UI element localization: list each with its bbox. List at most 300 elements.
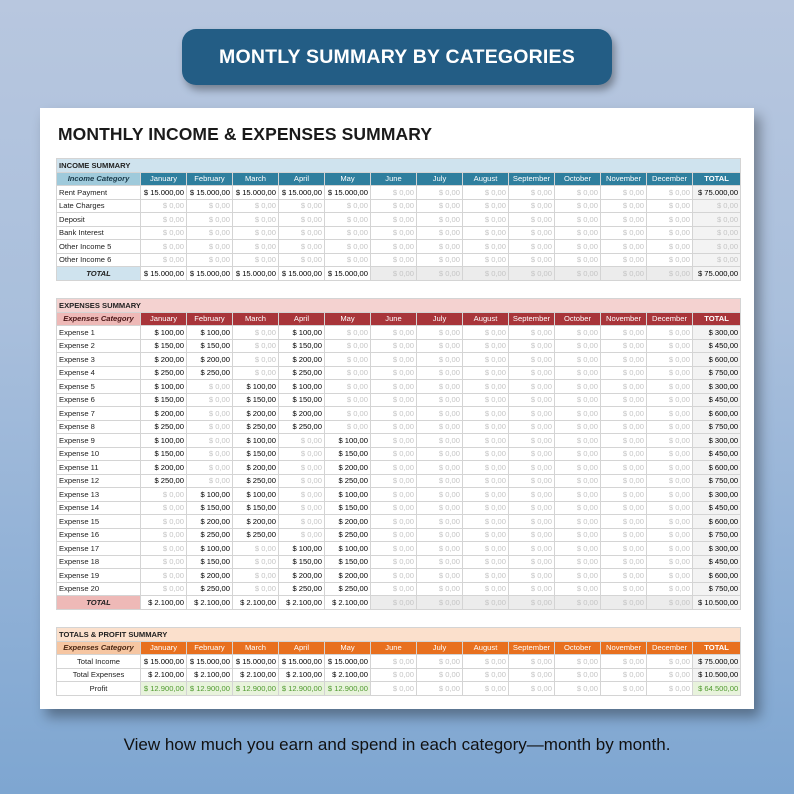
value-cell[interactable]: $ 0,00 bbox=[463, 407, 509, 421]
value-cell[interactable]: $ 100,00 bbox=[233, 488, 279, 502]
value-cell[interactable]: $ 150,00 bbox=[325, 501, 371, 515]
value-cell[interactable]: $ 0,00 bbox=[601, 199, 647, 213]
value-cell[interactable]: $ 0,00 bbox=[463, 569, 509, 583]
value-cell[interactable]: $ 100,00 bbox=[279, 542, 325, 556]
value-cell[interactable]: $ 0,00 bbox=[601, 501, 647, 515]
value-cell[interactable]: $ 0,00 bbox=[647, 582, 693, 596]
value-cell[interactable]: $ 0,00 bbox=[555, 326, 601, 340]
value-cell[interactable]: $ 0,00 bbox=[647, 240, 693, 254]
value-cell[interactable]: $ 250,00 bbox=[325, 528, 371, 542]
value-cell[interactable]: $ 0,00 bbox=[509, 339, 555, 353]
value-cell[interactable]: $ 0,00 bbox=[647, 515, 693, 529]
value-cell[interactable]: $ 0,00 bbox=[647, 461, 693, 475]
value-cell[interactable]: $ 0,00 bbox=[601, 461, 647, 475]
value-cell[interactable]: $ 250,00 bbox=[141, 366, 187, 380]
value-cell[interactable]: $ 100,00 bbox=[279, 326, 325, 340]
value-cell[interactable]: $ 0,00 bbox=[279, 461, 325, 475]
value-cell[interactable]: $ 0,00 bbox=[509, 501, 555, 515]
value-cell[interactable]: $ 0,00 bbox=[371, 240, 417, 254]
value-cell[interactable]: $ 0,00 bbox=[509, 434, 555, 448]
value-cell[interactable]: $ 0,00 bbox=[509, 199, 555, 213]
value-cell[interactable]: $ 0,00 bbox=[601, 407, 647, 421]
value-cell[interactable]: $ 0,00 bbox=[509, 407, 555, 421]
value-cell[interactable]: $ 0,00 bbox=[141, 569, 187, 583]
value-cell[interactable]: $ 0,00 bbox=[509, 226, 555, 240]
value-cell[interactable]: $ 0,00 bbox=[463, 326, 509, 340]
value-cell[interactable]: $ 150,00 bbox=[233, 501, 279, 515]
value-cell[interactable]: $ 0,00 bbox=[371, 434, 417, 448]
value-cell[interactable]: $ 100,00 bbox=[187, 488, 233, 502]
value-cell[interactable]: $ 0,00 bbox=[555, 339, 601, 353]
value-cell[interactable]: $ 0,00 bbox=[371, 199, 417, 213]
value-cell[interactable]: $ 100,00 bbox=[141, 434, 187, 448]
value-cell[interactable]: $ 0,00 bbox=[463, 366, 509, 380]
value-cell[interactable]: $ 0,00 bbox=[141, 253, 187, 267]
value-cell[interactable]: $ 0,00 bbox=[509, 213, 555, 227]
value-cell[interactable]: $ 100,00 bbox=[325, 434, 371, 448]
value-cell[interactable]: $ 150,00 bbox=[233, 447, 279, 461]
value-cell[interactable]: $ 0,00 bbox=[555, 366, 601, 380]
value-cell[interactable]: $ 0,00 bbox=[647, 407, 693, 421]
value-cell[interactable]: $ 0,00 bbox=[647, 213, 693, 227]
value-cell[interactable]: $ 200,00 bbox=[279, 353, 325, 367]
value-cell[interactable]: $ 0,00 bbox=[509, 353, 555, 367]
value-cell[interactable]: $ 0,00 bbox=[509, 253, 555, 267]
value-cell[interactable]: $ 0,00 bbox=[509, 447, 555, 461]
value-cell[interactable]: $ 0,00 bbox=[279, 213, 325, 227]
value-cell[interactable]: $ 0,00 bbox=[187, 474, 233, 488]
value-cell[interactable]: $ 0,00 bbox=[601, 447, 647, 461]
value-cell[interactable]: $ 0,00 bbox=[187, 461, 233, 475]
value-cell[interactable]: $ 0,00 bbox=[555, 226, 601, 240]
value-cell[interactable]: $ 0,00 bbox=[417, 226, 463, 240]
value-cell[interactable]: $ 15.000,00 bbox=[233, 186, 279, 200]
value-cell[interactable]: $ 0,00 bbox=[325, 213, 371, 227]
value-cell[interactable]: $ 0,00 bbox=[601, 474, 647, 488]
value-cell[interactable]: $ 0,00 bbox=[233, 555, 279, 569]
value-cell[interactable]: $ 0,00 bbox=[509, 555, 555, 569]
value-cell[interactable]: $ 0,00 bbox=[279, 199, 325, 213]
value-cell[interactable]: $ 0,00 bbox=[371, 461, 417, 475]
value-cell[interactable]: $ 250,00 bbox=[325, 582, 371, 596]
value-cell[interactable]: $ 150,00 bbox=[141, 447, 187, 461]
value-cell[interactable]: $ 0,00 bbox=[463, 501, 509, 515]
value-cell[interactable]: $ 0,00 bbox=[325, 366, 371, 380]
value-cell[interactable]: $ 0,00 bbox=[187, 447, 233, 461]
value-cell[interactable]: $ 0,00 bbox=[463, 488, 509, 502]
value-cell[interactable]: $ 0,00 bbox=[417, 339, 463, 353]
value-cell[interactable]: $ 0,00 bbox=[279, 488, 325, 502]
value-cell[interactable]: $ 0,00 bbox=[417, 434, 463, 448]
value-cell[interactable]: $ 0,00 bbox=[555, 542, 601, 556]
value-cell[interactable]: $ 15.000,00 bbox=[141, 186, 187, 200]
value-cell[interactable]: $ 0,00 bbox=[555, 240, 601, 254]
value-cell[interactable]: $ 0,00 bbox=[417, 542, 463, 556]
value-cell[interactable]: $ 0,00 bbox=[141, 226, 187, 240]
value-cell[interactable]: $ 0,00 bbox=[647, 420, 693, 434]
value-cell[interactable]: $ 0,00 bbox=[647, 555, 693, 569]
value-cell[interactable]: $ 150,00 bbox=[279, 555, 325, 569]
value-cell[interactable]: $ 0,00 bbox=[647, 542, 693, 556]
value-cell[interactable]: $ 0,00 bbox=[463, 393, 509, 407]
value-cell[interactable]: $ 0,00 bbox=[417, 474, 463, 488]
value-cell[interactable]: $ 0,00 bbox=[371, 569, 417, 583]
value-cell[interactable]: $ 150,00 bbox=[233, 393, 279, 407]
value-cell[interactable]: $ 200,00 bbox=[233, 461, 279, 475]
value-cell[interactable]: $ 0,00 bbox=[647, 434, 693, 448]
value-cell[interactable]: $ 0,00 bbox=[555, 474, 601, 488]
value-cell[interactable]: $ 0,00 bbox=[279, 253, 325, 267]
value-cell[interactable]: $ 0,00 bbox=[371, 407, 417, 421]
value-cell[interactable]: $ 0,00 bbox=[509, 582, 555, 596]
value-cell[interactable]: $ 0,00 bbox=[647, 326, 693, 340]
value-cell[interactable]: $ 0,00 bbox=[371, 555, 417, 569]
value-cell[interactable]: $ 0,00 bbox=[555, 528, 601, 542]
value-cell[interactable]: $ 0,00 bbox=[371, 488, 417, 502]
value-cell[interactable]: $ 0,00 bbox=[417, 569, 463, 583]
value-cell[interactable]: $ 0,00 bbox=[555, 253, 601, 267]
value-cell[interactable]: $ 0,00 bbox=[371, 582, 417, 596]
value-cell[interactable]: $ 0,00 bbox=[509, 474, 555, 488]
value-cell[interactable]: $ 250,00 bbox=[279, 366, 325, 380]
value-cell[interactable]: $ 200,00 bbox=[279, 569, 325, 583]
value-cell[interactable]: $ 0,00 bbox=[463, 582, 509, 596]
value-cell[interactable]: $ 0,00 bbox=[187, 240, 233, 254]
value-cell[interactable]: $ 0,00 bbox=[233, 339, 279, 353]
value-cell[interactable]: $ 15.000,00 bbox=[325, 186, 371, 200]
value-cell[interactable]: $ 0,00 bbox=[233, 569, 279, 583]
value-cell[interactable]: $ 100,00 bbox=[187, 542, 233, 556]
value-cell[interactable]: $ 0,00 bbox=[601, 515, 647, 529]
value-cell[interactable]: $ 0,00 bbox=[417, 582, 463, 596]
value-cell[interactable]: $ 100,00 bbox=[233, 380, 279, 394]
value-cell[interactable]: $ 0,00 bbox=[601, 393, 647, 407]
value-cell[interactable]: $ 0,00 bbox=[601, 488, 647, 502]
value-cell[interactable]: $ 0,00 bbox=[187, 407, 233, 421]
value-cell[interactable]: $ 150,00 bbox=[141, 393, 187, 407]
value-cell[interactable]: $ 0,00 bbox=[325, 353, 371, 367]
value-cell[interactable]: $ 0,00 bbox=[417, 555, 463, 569]
value-cell[interactable]: $ 0,00 bbox=[647, 353, 693, 367]
value-cell[interactable]: $ 100,00 bbox=[325, 542, 371, 556]
value-cell[interactable]: $ 250,00 bbox=[187, 582, 233, 596]
value-cell[interactable]: $ 0,00 bbox=[647, 528, 693, 542]
value-cell[interactable]: $ 0,00 bbox=[601, 326, 647, 340]
value-cell[interactable]: $ 200,00 bbox=[187, 515, 233, 529]
value-cell[interactable]: $ 0,00 bbox=[325, 393, 371, 407]
value-cell[interactable]: $ 250,00 bbox=[325, 474, 371, 488]
value-cell[interactable]: $ 0,00 bbox=[647, 380, 693, 394]
value-cell[interactable]: $ 100,00 bbox=[279, 380, 325, 394]
value-cell[interactable]: $ 0,00 bbox=[371, 474, 417, 488]
value-cell[interactable]: $ 0,00 bbox=[463, 528, 509, 542]
value-cell[interactable]: $ 100,00 bbox=[233, 434, 279, 448]
value-cell[interactable]: $ 0,00 bbox=[463, 461, 509, 475]
value-cell[interactable]: $ 0,00 bbox=[463, 226, 509, 240]
value-cell[interactable]: $ 150,00 bbox=[141, 339, 187, 353]
value-cell[interactable]: $ 200,00 bbox=[187, 569, 233, 583]
value-cell[interactable]: $ 15.000,00 bbox=[279, 186, 325, 200]
value-cell[interactable]: $ 250,00 bbox=[233, 528, 279, 542]
value-cell[interactable]: $ 0,00 bbox=[555, 434, 601, 448]
value-cell[interactable]: $ 0,00 bbox=[279, 528, 325, 542]
value-cell[interactable]: $ 0,00 bbox=[555, 488, 601, 502]
value-cell[interactable]: $ 0,00 bbox=[325, 407, 371, 421]
value-cell[interactable]: $ 0,00 bbox=[509, 186, 555, 200]
value-cell[interactable]: $ 0,00 bbox=[463, 199, 509, 213]
value-cell[interactable]: $ 0,00 bbox=[555, 380, 601, 394]
value-cell[interactable]: $ 0,00 bbox=[371, 447, 417, 461]
value-cell[interactable]: $ 0,00 bbox=[141, 542, 187, 556]
value-cell[interactable]: $ 0,00 bbox=[279, 474, 325, 488]
value-cell[interactable]: $ 0,00 bbox=[417, 380, 463, 394]
value-cell[interactable]: $ 250,00 bbox=[141, 474, 187, 488]
value-cell[interactable]: $ 150,00 bbox=[325, 555, 371, 569]
value-cell[interactable]: $ 0,00 bbox=[647, 488, 693, 502]
value-cell[interactable]: $ 200,00 bbox=[279, 407, 325, 421]
value-cell[interactable]: $ 0,00 bbox=[371, 501, 417, 515]
value-cell[interactable]: $ 0,00 bbox=[647, 366, 693, 380]
value-cell[interactable]: $ 0,00 bbox=[187, 253, 233, 267]
value-cell[interactable]: $ 0,00 bbox=[141, 555, 187, 569]
value-cell[interactable]: $ 0,00 bbox=[509, 515, 555, 529]
value-cell[interactable]: $ 0,00 bbox=[509, 542, 555, 556]
value-cell[interactable]: $ 0,00 bbox=[555, 393, 601, 407]
value-cell[interactable]: $ 0,00 bbox=[647, 393, 693, 407]
value-cell[interactable]: $ 0,00 bbox=[509, 488, 555, 502]
value-cell[interactable]: $ 0,00 bbox=[417, 186, 463, 200]
value-cell[interactable]: $ 0,00 bbox=[371, 186, 417, 200]
value-cell[interactable]: $ 0,00 bbox=[417, 420, 463, 434]
value-cell[interactable]: $ 0,00 bbox=[371, 366, 417, 380]
value-cell[interactable]: $ 0,00 bbox=[509, 240, 555, 254]
value-cell[interactable]: $ 0,00 bbox=[647, 569, 693, 583]
value-cell[interactable]: $ 0,00 bbox=[555, 461, 601, 475]
value-cell[interactable]: $ 0,00 bbox=[233, 582, 279, 596]
value-cell[interactable]: $ 200,00 bbox=[233, 407, 279, 421]
value-cell[interactable]: $ 100,00 bbox=[141, 326, 187, 340]
value-cell[interactable]: $ 250,00 bbox=[141, 420, 187, 434]
value-cell[interactable]: $ 0,00 bbox=[463, 240, 509, 254]
value-cell[interactable]: $ 0,00 bbox=[555, 515, 601, 529]
value-cell[interactable]: $ 200,00 bbox=[141, 461, 187, 475]
value-cell[interactable]: $ 0,00 bbox=[555, 213, 601, 227]
value-cell[interactable]: $ 250,00 bbox=[279, 420, 325, 434]
value-cell[interactable]: $ 0,00 bbox=[417, 366, 463, 380]
value-cell[interactable]: $ 0,00 bbox=[463, 339, 509, 353]
value-cell[interactable]: $ 0,00 bbox=[325, 339, 371, 353]
value-cell[interactable]: $ 0,00 bbox=[601, 366, 647, 380]
value-cell[interactable]: $ 0,00 bbox=[233, 253, 279, 267]
value-cell[interactable]: $ 0,00 bbox=[187, 226, 233, 240]
value-cell[interactable]: $ 0,00 bbox=[463, 213, 509, 227]
value-cell[interactable]: $ 0,00 bbox=[325, 226, 371, 240]
value-cell[interactable]: $ 0,00 bbox=[279, 226, 325, 240]
value-cell[interactable]: $ 0,00 bbox=[187, 380, 233, 394]
value-cell[interactable]: $ 0,00 bbox=[509, 380, 555, 394]
value-cell[interactable]: $ 0,00 bbox=[233, 542, 279, 556]
value-cell[interactable]: $ 0,00 bbox=[417, 501, 463, 515]
value-cell[interactable]: $ 0,00 bbox=[371, 213, 417, 227]
value-cell[interactable]: $ 0,00 bbox=[371, 542, 417, 556]
value-cell[interactable]: $ 0,00 bbox=[371, 515, 417, 529]
value-cell[interactable]: $ 0,00 bbox=[647, 447, 693, 461]
value-cell[interactable]: $ 0,00 bbox=[647, 253, 693, 267]
value-cell[interactable]: $ 0,00 bbox=[187, 199, 233, 213]
value-cell[interactable]: $ 200,00 bbox=[233, 515, 279, 529]
value-cell[interactable]: $ 100,00 bbox=[187, 326, 233, 340]
value-cell[interactable]: $ 0,00 bbox=[417, 213, 463, 227]
value-cell[interactable]: $ 0,00 bbox=[233, 240, 279, 254]
value-cell[interactable]: $ 0,00 bbox=[601, 582, 647, 596]
value-cell[interactable]: $ 0,00 bbox=[417, 240, 463, 254]
value-cell[interactable]: $ 0,00 bbox=[325, 199, 371, 213]
value-cell[interactable]: $ 0,00 bbox=[509, 420, 555, 434]
value-cell[interactable]: $ 0,00 bbox=[141, 528, 187, 542]
value-cell[interactable]: $ 0,00 bbox=[141, 515, 187, 529]
value-cell[interactable]: $ 0,00 bbox=[463, 186, 509, 200]
value-cell[interactable]: $ 0,00 bbox=[509, 528, 555, 542]
value-cell[interactable]: $ 0,00 bbox=[601, 186, 647, 200]
value-cell[interactable]: $ 0,00 bbox=[417, 253, 463, 267]
value-cell[interactable]: $ 0,00 bbox=[555, 447, 601, 461]
value-cell[interactable]: $ 0,00 bbox=[233, 199, 279, 213]
value-cell[interactable]: $ 0,00 bbox=[601, 240, 647, 254]
value-cell[interactable]: $ 0,00 bbox=[417, 326, 463, 340]
value-cell[interactable]: $ 0,00 bbox=[463, 434, 509, 448]
value-cell[interactable]: $ 0,00 bbox=[463, 253, 509, 267]
value-cell[interactable]: $ 200,00 bbox=[325, 461, 371, 475]
value-cell[interactable]: $ 0,00 bbox=[187, 393, 233, 407]
value-cell[interactable]: $ 100,00 bbox=[141, 380, 187, 394]
value-cell[interactable]: $ 0,00 bbox=[371, 339, 417, 353]
value-cell[interactable]: $ 0,00 bbox=[141, 582, 187, 596]
value-cell[interactable]: $ 0,00 bbox=[371, 380, 417, 394]
value-cell[interactable]: $ 0,00 bbox=[279, 501, 325, 515]
value-cell[interactable]: $ 0,00 bbox=[325, 420, 371, 434]
value-cell[interactable]: $ 0,00 bbox=[555, 582, 601, 596]
value-cell[interactable]: $ 0,00 bbox=[463, 353, 509, 367]
value-cell[interactable]: $ 0,00 bbox=[509, 326, 555, 340]
value-cell[interactable]: $ 0,00 bbox=[601, 353, 647, 367]
value-cell[interactable]: $ 0,00 bbox=[325, 380, 371, 394]
value-cell[interactable]: $ 0,00 bbox=[141, 488, 187, 502]
value-cell[interactable]: $ 0,00 bbox=[555, 186, 601, 200]
value-cell[interactable]: $ 0,00 bbox=[417, 393, 463, 407]
value-cell[interactable]: $ 0,00 bbox=[555, 555, 601, 569]
value-cell[interactable]: $ 0,00 bbox=[601, 528, 647, 542]
value-cell[interactable]: $ 200,00 bbox=[141, 407, 187, 421]
value-cell[interactable]: $ 0,00 bbox=[417, 488, 463, 502]
value-cell[interactable]: $ 200,00 bbox=[187, 353, 233, 367]
value-cell[interactable]: $ 0,00 bbox=[647, 501, 693, 515]
value-cell[interactable]: $ 15.000,00 bbox=[187, 186, 233, 200]
value-cell[interactable]: $ 200,00 bbox=[141, 353, 187, 367]
value-cell[interactable]: $ 0,00 bbox=[555, 569, 601, 583]
value-cell[interactable]: $ 0,00 bbox=[647, 186, 693, 200]
value-cell[interactable]: $ 0,00 bbox=[647, 226, 693, 240]
value-cell[interactable]: $ 0,00 bbox=[601, 555, 647, 569]
value-cell[interactable]: $ 0,00 bbox=[417, 461, 463, 475]
value-cell[interactable]: $ 0,00 bbox=[279, 240, 325, 254]
value-cell[interactable]: $ 0,00 bbox=[325, 253, 371, 267]
value-cell[interactable]: $ 0,00 bbox=[601, 339, 647, 353]
value-cell[interactable]: $ 250,00 bbox=[233, 474, 279, 488]
value-cell[interactable]: $ 150,00 bbox=[279, 339, 325, 353]
value-cell[interactable]: $ 150,00 bbox=[187, 501, 233, 515]
value-cell[interactable]: $ 0,00 bbox=[325, 326, 371, 340]
value-cell[interactable]: $ 0,00 bbox=[371, 420, 417, 434]
value-cell[interactable]: $ 0,00 bbox=[555, 199, 601, 213]
value-cell[interactable]: $ 0,00 bbox=[417, 353, 463, 367]
value-cell[interactable]: $ 250,00 bbox=[279, 582, 325, 596]
value-cell[interactable]: $ 0,00 bbox=[555, 501, 601, 515]
value-cell[interactable]: $ 0,00 bbox=[417, 447, 463, 461]
value-cell[interactable]: $ 150,00 bbox=[187, 339, 233, 353]
value-cell[interactable]: $ 0,00 bbox=[187, 213, 233, 227]
value-cell[interactable]: $ 0,00 bbox=[325, 240, 371, 254]
value-cell[interactable]: $ 0,00 bbox=[233, 326, 279, 340]
value-cell[interactable]: $ 0,00 bbox=[463, 380, 509, 394]
value-cell[interactable]: $ 0,00 bbox=[141, 199, 187, 213]
value-cell[interactable]: $ 0,00 bbox=[647, 474, 693, 488]
value-cell[interactable]: $ 250,00 bbox=[187, 528, 233, 542]
value-cell[interactable]: $ 250,00 bbox=[233, 420, 279, 434]
value-cell[interactable]: $ 0,00 bbox=[601, 226, 647, 240]
value-cell[interactable]: $ 0,00 bbox=[279, 515, 325, 529]
value-cell[interactable]: $ 0,00 bbox=[371, 226, 417, 240]
value-cell[interactable]: $ 0,00 bbox=[371, 393, 417, 407]
value-cell[interactable]: $ 0,00 bbox=[417, 199, 463, 213]
value-cell[interactable]: $ 0,00 bbox=[601, 253, 647, 267]
value-cell[interactable]: $ 0,00 bbox=[141, 501, 187, 515]
value-cell[interactable]: $ 150,00 bbox=[325, 447, 371, 461]
value-cell[interactable]: $ 0,00 bbox=[417, 407, 463, 421]
value-cell[interactable]: $ 0,00 bbox=[601, 380, 647, 394]
value-cell[interactable]: $ 0,00 bbox=[463, 474, 509, 488]
value-cell[interactable]: $ 100,00 bbox=[325, 488, 371, 502]
value-cell[interactable]: $ 0,00 bbox=[509, 569, 555, 583]
value-cell[interactable]: $ 0,00 bbox=[647, 199, 693, 213]
value-cell[interactable]: $ 200,00 bbox=[325, 515, 371, 529]
value-cell[interactable]: $ 0,00 bbox=[601, 569, 647, 583]
value-cell[interactable]: $ 0,00 bbox=[601, 542, 647, 556]
value-cell[interactable]: $ 0,00 bbox=[187, 434, 233, 448]
value-cell[interactable]: $ 0,00 bbox=[141, 213, 187, 227]
value-cell[interactable]: $ 0,00 bbox=[509, 461, 555, 475]
value-cell[interactable]: $ 0,00 bbox=[463, 542, 509, 556]
value-cell[interactable]: $ 0,00 bbox=[555, 420, 601, 434]
value-cell[interactable]: $ 0,00 bbox=[371, 326, 417, 340]
value-cell[interactable]: $ 0,00 bbox=[371, 528, 417, 542]
value-cell[interactable]: $ 0,00 bbox=[601, 420, 647, 434]
value-cell[interactable]: $ 0,00 bbox=[601, 434, 647, 448]
value-cell[interactable]: $ 0,00 bbox=[233, 226, 279, 240]
value-cell[interactable]: $ 0,00 bbox=[601, 213, 647, 227]
value-cell[interactable]: $ 0,00 bbox=[233, 353, 279, 367]
value-cell[interactable]: $ 0,00 bbox=[233, 366, 279, 380]
value-cell[interactable]: $ 200,00 bbox=[325, 569, 371, 583]
value-cell[interactable]: $ 0,00 bbox=[555, 353, 601, 367]
value-cell[interactable]: $ 0,00 bbox=[509, 366, 555, 380]
value-cell[interactable]: $ 0,00 bbox=[417, 528, 463, 542]
value-cell[interactable]: $ 250,00 bbox=[187, 366, 233, 380]
value-cell[interactable]: $ 150,00 bbox=[279, 393, 325, 407]
value-cell[interactable]: $ 0,00 bbox=[371, 253, 417, 267]
value-cell[interactable]: $ 0,00 bbox=[463, 447, 509, 461]
value-cell[interactable]: $ 150,00 bbox=[187, 555, 233, 569]
value-cell[interactable]: $ 0,00 bbox=[509, 393, 555, 407]
